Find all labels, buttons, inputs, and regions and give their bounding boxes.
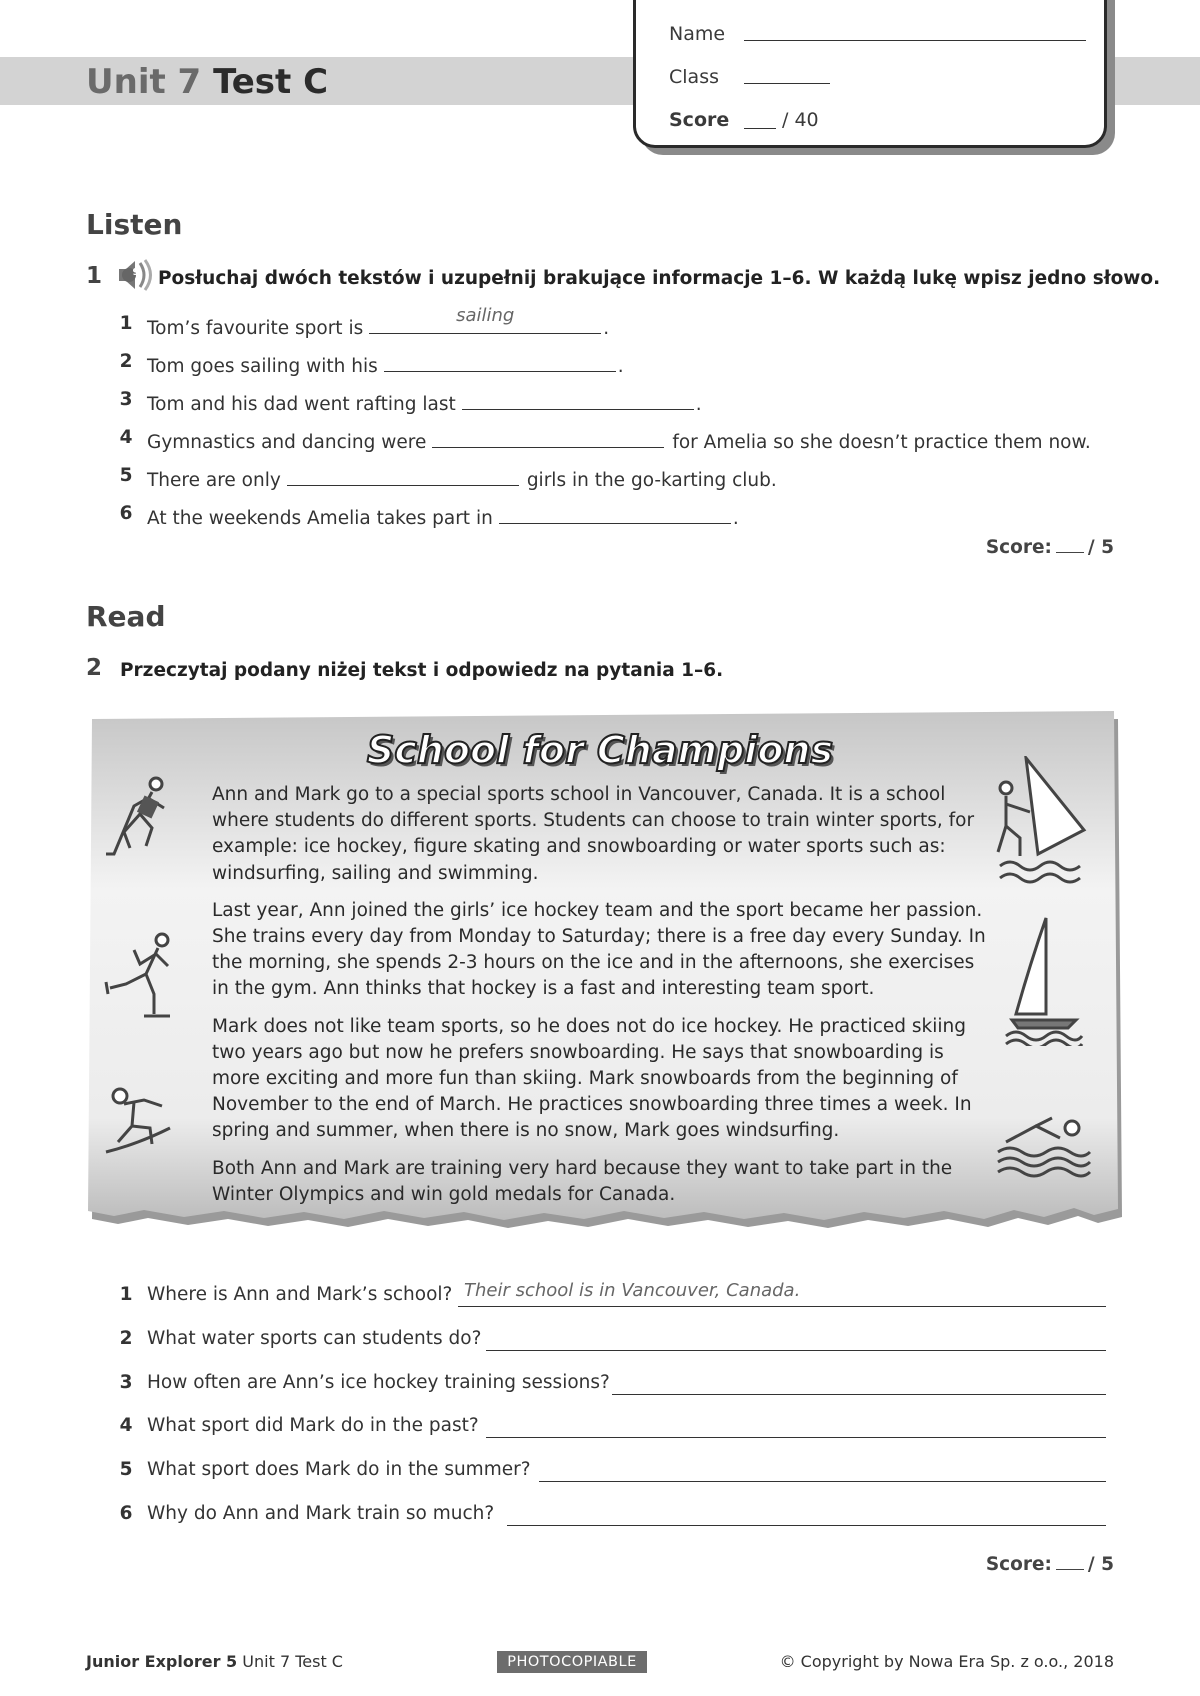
answer-line[interactable] [458, 1306, 1106, 1307]
read-score-label: Score: [985, 1554, 1052, 1575]
passage-paragraph-3: Mark does not like team sports, so he does not do ice hockey. He practiced skiing two years ago but now he prefers snowboarding. He says that snowboarding is more exciting and more fun than skiing. Mark snowboards from the beginning of November to the end of March. He practices snowboarding three times a week. In spring and summer, when there is no snow, Mark goes windsurfing. [212, 1015, 972, 1142]
question-text: How often are Ann’s ice hockey training sessions? [147, 1372, 610, 1393]
answer-line[interactable] [539, 1481, 1106, 1482]
read-score [986, 1553, 1114, 1575]
photocopiable-badge: PHOTOCOPIABLE [497, 1651, 647, 1673]
snowboarding-icon [104, 1086, 174, 1158]
read-heading: Read [86, 600, 166, 633]
passage-paragraph-4: Both Ann and Mark are training very hard because they want to take part in the Winter Olympics and win gold medals for Canada. [212, 1157, 953, 1205]
answer-line[interactable] [486, 1437, 1106, 1438]
windsurfing-icon [994, 756, 1090, 892]
read-score-blank[interactable] [1056, 1553, 1084, 1570]
listen-item-number: 5 [119, 465, 133, 486]
listen-item [147, 389, 702, 415]
question-number: 3 [119, 1372, 133, 1393]
audio-track-number: 9 [132, 267, 140, 278]
listen-item-number: 3 [119, 389, 133, 410]
unit-label: Unit 7 [86, 62, 202, 102]
sailing-icon [1004, 914, 1084, 1046]
reading-passage [212, 782, 992, 1219]
score-total: / 40 [782, 109, 819, 131]
listen-score-total: / 5 [1087, 537, 1114, 558]
listen-score-label: Score: [985, 537, 1052, 558]
listen-item [147, 351, 624, 377]
question-number: 2 [119, 1328, 133, 1349]
listen-item-number: 1 [119, 313, 133, 334]
class-field[interactable] [744, 83, 830, 84]
figure-skating-icon [104, 932, 174, 1022]
question-text: What sport does Mark do in the summer? [147, 1459, 531, 1480]
exercise-2-instruction: Przeczytaj podany niżej tekst i odpowiedz na pytania 1–6. [120, 660, 724, 681]
listen-item-text-before: Tom’s favourite sport is [147, 318, 364, 339]
score-field[interactable] [744, 128, 776, 129]
listen-item-text-after: for Amelia so she doesn’t practice them now. [672, 432, 1091, 453]
exercise-1-instruction: Posłuchaj dwóch tekstów i uzupełnij brakujące informacje 1–6. W każdą lukę wpisz jedno słowo. [158, 268, 1161, 289]
listen-item-gap[interactable] [384, 351, 616, 372]
exercise-2-number: 2 [86, 655, 103, 681]
listen-item [147, 465, 777, 491]
test-label: Test C [213, 62, 329, 102]
page-title [86, 60, 328, 104]
listen-item-number: 4 [119, 427, 133, 448]
passage-paragraph-1: Ann and Mark go to a special sports school in Vancouver, Canada. It is a school where students do different sports. Students can choose to train winter sports, for example: ice hockey, figure skating and snowboarding or water sports such as: windsurfing, sailing and swimming. [212, 784, 975, 884]
footer-copyright: © Copyright by Nowa Era Sp. z o.o., 2018 [779, 1652, 1114, 1671]
listen-item-text-before: There are only [147, 470, 281, 491]
ice-hockey-icon [104, 776, 174, 862]
listen-item-text-after: . [695, 394, 702, 415]
listen-item-gap[interactable] [432, 427, 664, 448]
story-title: School for Champions [366, 728, 834, 772]
question-number: 6 [119, 1503, 133, 1524]
listen-item-gap[interactable] [369, 305, 601, 334]
listen-score-blank[interactable] [1056, 536, 1084, 553]
listen-item-text-after: . [617, 356, 624, 377]
listen-item-answer: sailing [456, 305, 515, 326]
listen-item-number: 2 [119, 351, 133, 372]
question-number: 1 [119, 1284, 133, 1305]
footer-book [86, 1652, 343, 1671]
listen-item-text-after: . [732, 508, 739, 529]
listen-item-gap[interactable] [287, 465, 519, 486]
listen-item-gap[interactable] [499, 503, 731, 524]
question-text: What water sports can students do? [147, 1328, 482, 1349]
listen-item-number: 6 [119, 503, 133, 524]
read-score-total: / 5 [1087, 1554, 1114, 1575]
listen-item [147, 305, 610, 339]
exercise-1-number: 1 [86, 263, 103, 289]
listen-item [147, 427, 1091, 453]
name-label: Name [669, 23, 726, 45]
footer-book-title: Junior Explorer 5 [86, 1652, 238, 1671]
answer-line[interactable] [612, 1394, 1106, 1395]
answer-line[interactable] [486, 1350, 1106, 1351]
answer-line[interactable] [507, 1525, 1106, 1526]
score-label: Score [669, 109, 730, 131]
footer-unit-test: Unit 7 Test C [242, 1652, 343, 1671]
listen-item [147, 503, 739, 529]
question-number: 5 [119, 1459, 133, 1480]
listen-score [986, 536, 1114, 558]
listen-item-gap[interactable] [462, 389, 694, 410]
listen-item-text-before: Tom and his dad went rafting last [147, 394, 456, 415]
listen-item-text-after: girls in the go-karting club. [526, 470, 777, 491]
listen-item-text-before: Tom goes sailing with his [147, 356, 378, 377]
question-number: 4 [119, 1415, 133, 1436]
listen-item-text-before: Gymnastics and dancing were [147, 432, 427, 453]
question-text: Why do Ann and Mark train so much? [147, 1503, 495, 1524]
listen-item-text-after: . [603, 318, 610, 339]
passage-paragraph-2: Last year, Ann joined the girls’ ice hockey team and the sport became her passion. She trains every day from Monday to Saturday; there is a free day every Sunday. In the morning, she spends 2-3 hours on the ice and in the afternoons, she exercises in the gym. Ann thinks that hockey is a fast and interesting team sport. [212, 899, 986, 1000]
swimming-icon [996, 1112, 1092, 1178]
question-answer: Their school is in Vancouver, Canada. [464, 1280, 801, 1301]
listen-heading: Listen [86, 208, 183, 241]
question-text: What sport did Mark do in the past? [147, 1415, 479, 1436]
listen-item-text-before: At the weekends Amelia takes part in [147, 508, 493, 529]
question-text: Where is Ann and Mark’s school? [147, 1284, 453, 1305]
name-field[interactable] [744, 40, 1086, 41]
class-label: Class [669, 66, 719, 88]
